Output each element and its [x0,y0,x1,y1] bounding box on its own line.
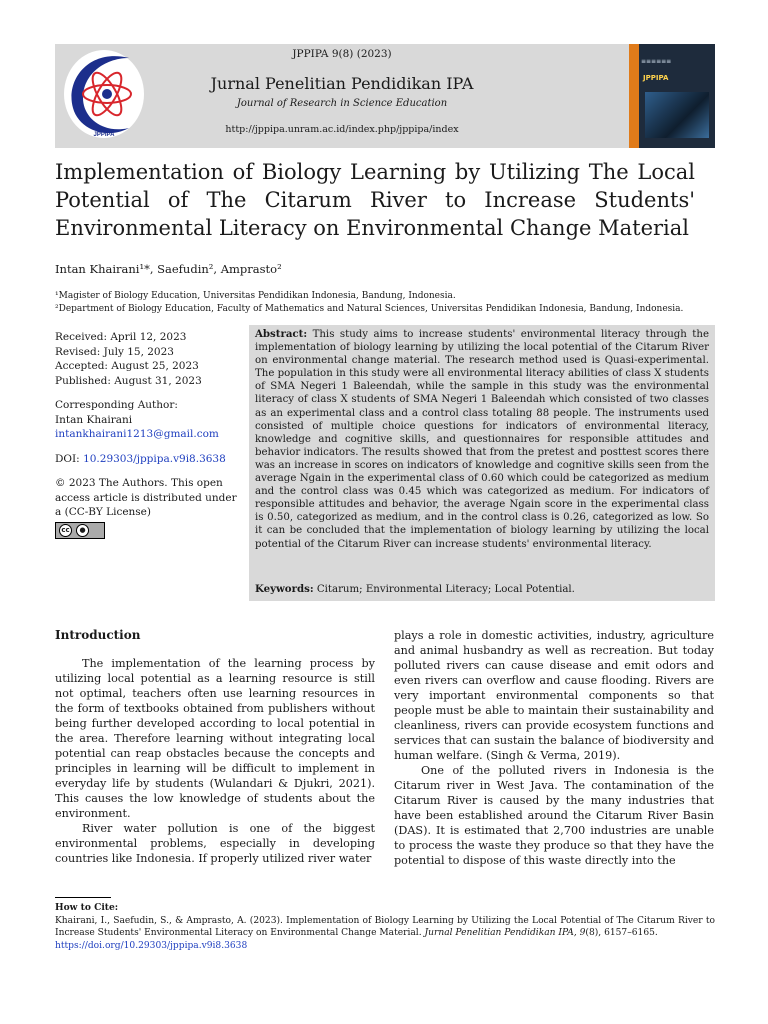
cite-journal: Jurnal Penelitian Pendidikan IPA, 9 [424,928,586,938]
journal-volume: JPPIPA 9(8) (2023) [292,48,392,60]
affiliation-1: ¹Magister of Biology Education, Universitas Pendidikan Indonesia, Bandung, Indonesia. [55,291,456,301]
accepted-date: Accepted: August 25, 2023 [55,360,199,372]
corresponding-name: Intan Khairani [55,413,133,426]
cite-doi-link[interactable]: https://doi.org/10.29303/jppipa.v9i8.3638 [55,940,248,951]
cover-stripe [629,44,639,148]
paragraph: River water pollution is one of the biggest environmental problems, especially in developing countries like Indonesia. If properly utilized river water [55,822,375,865]
cover-title: JPPIPA [643,74,669,82]
published-date: Published: August 31, 2023 [55,374,202,387]
cover-small-text: ≡≡≡≡≡≡ [641,58,672,65]
cc-by-badge-icon[interactable] [55,522,105,539]
journal-cover-image [629,44,715,148]
journal-name: Jurnal Penelitian Pendidikan IPA [210,74,474,93]
paragraph: The implementation of the learning process by utilizing local potential as a learning resource is still not optimal, teachers often use learning resources in the form of textbooks obtained from publishers without being further developed according to local potential in the area. Therefore learning without integrating local potential can reap obstacles because the concepts and principles in learning will be difficult to implement in everyday life by students (Wulandari & Djukri, 2021). This causes the low knowledge of students about the environment. [55,657,375,820]
revised-date: Revised: July 15, 2023 [55,345,174,358]
keywords-text: Citarum; Environmental Literacy; Local Potential. [316,584,575,595]
corresponding-label: Corresponding Author: [55,399,178,411]
doi-label: DOI: [55,452,84,465]
body-column-left [55,628,375,866]
cover-picture [645,92,709,138]
abstract-box [249,325,715,601]
corresponding-email-link[interactable]: intankhairani1213@gmail.com [55,428,219,440]
keywords-label: Keywords: [255,583,314,595]
license-text: © 2023 The Authors. This open access article is distributed under a (CC-BY License) [55,477,237,518]
journal-url[interactable]: http://jppipa.unram.ac.id/index.php/jppipa/index [225,124,459,135]
abstract-label: Abstract: [255,328,308,340]
section-heading-introduction: Introduction [55,628,141,642]
cc-icon: cc [59,524,72,537]
journal-header [55,44,715,148]
paper-title: Implementation of Biology Learning by Utilizing The Local Potential of The Citarum River to Increase Students' Environmental Literacy on Environmental Change Material [55,160,695,240]
doi-line [55,452,245,467]
received-date: Received: April 12, 2023 [55,331,187,343]
cite-text: Khairani, I., Saefudin, S., & Amprasto, A. (2023). Implementation of Biology Learning by Utilizing the Local Potential of The Citarum River to Increase Students' Environmental Literacy on Environmental Change Material. [55,915,715,938]
affiliations [55,290,683,316]
by-person-icon: ● [76,524,89,537]
article-meta [55,330,245,543]
body-column-right [394,628,714,868]
citation-divider [55,897,111,898]
svg-text:JPPIPA: JPPIPA [93,132,115,138]
paragraph: plays a role in domestic activities, industry, agriculture and animal husbandry as well as recreation. But today polluted rivers can cause disease and emit odors and even rivers can overflow and cause flooding. Rivers are very important environmental components so that people must be able to maintain their sustainability and cleanliness, rivers can provide ecosystem functions and services that can sustain the balance of biodiversity and human welfare. (Singh & Verma, 2019). [394,629,714,762]
abstract-text: This study aims to increase students' environmental literacy through the implementation of biology learning by utilizing the local potential of the Citarum River on environmental change material. The research method used is Quasi-experimental. The population in this study were all environmental literacy abilities of class X students of SMA Negeri 1 Baleendah, while the sample in this study was the environmental literacy of class X students of SMA Negeri 1 Baleendah which consisted of two classes as an experimental class and a control class totaling 88 people. The instruments used consisted of multiple choice questions for indicators of environmental literacy, knowledge and cognitive skills, and questionnaires for responsible attitudes and behavior indicators. The results showed that from the pretest and posttest scores there was an increase in scores on indicators of knowledge and cognitive skills seen from the average Ngain in the experimental class of 0.60 which could be categorized as medium and the control class was 0.45 which was categorized as medium. For indicators of responsible attitudes and behavior, the average Ngain score in the experimental class is 0.50, categorized as medium, and in the control class is 0.26, categorized as low. So it can be concluded that the implementation of biology learning by utilizing the local potential of the Citarum River can increase students' environmental literacy. [255,329,709,550]
keywords [249,580,715,601]
doi-link[interactable]: 10.29303/jppipa.v9i8.3638 [83,452,226,465]
author-list: Intan Khairani¹*, Saefudin², Amprasto² [55,262,282,276]
paragraph: One of the polluted rivers in Indonesia is the Citarum river in West Java. The contamination of the Citarum River is caused by the many industries that have been established around the Citarum River Basin (DAS). It is estimated that 2,700 industries are unable to process the waste they produce so that they have the potential to dispose of this waste directly into the [394,764,714,867]
affiliation-2: ²Department of Biology Education, Faculty of Mathematics and Natural Sciences, Universitas Pendidikan Indonesia, Bandung, Indonesia. [55,304,684,314]
how-to-cite [55,902,715,952]
cite-issue-pages: (8), 6157–6165. [585,928,658,938]
journal-subtitle: Journal of Research in Science Education [236,98,448,109]
cite-label: How to Cite: [55,902,119,913]
